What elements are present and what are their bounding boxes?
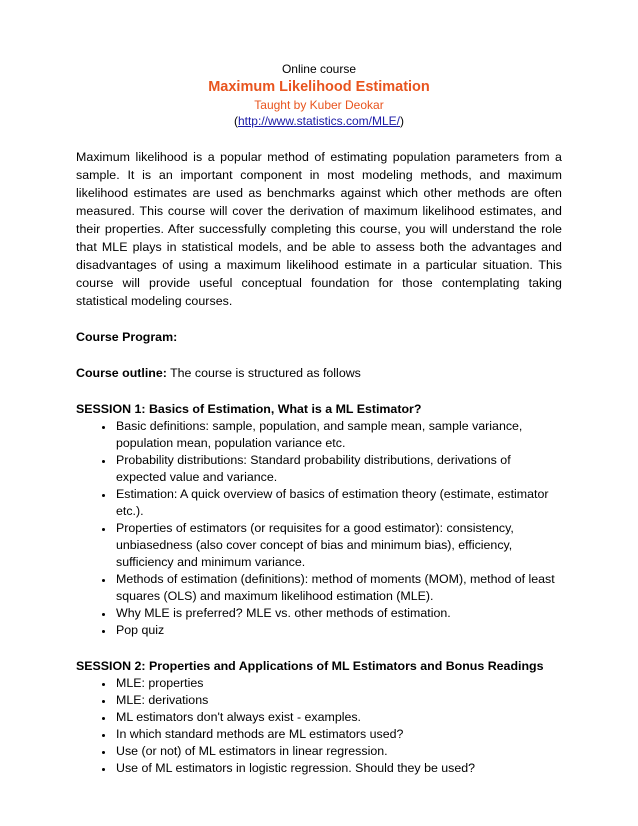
program-heading: Course Program: bbox=[76, 330, 178, 344]
session-2-list bbox=[76, 675, 562, 777]
list-item: • ML estimators don't always exist - examples. bbox=[114, 709, 562, 726]
list-item: • In which standard methods are ML estimators used? bbox=[114, 726, 562, 743]
list-item: • MLE: derivations bbox=[114, 692, 562, 709]
list-item: • Use of ML estimators in logistic regression. Should they be used? bbox=[114, 760, 562, 777]
outline-label: Course outline: bbox=[76, 366, 167, 380]
list-item: • Methods of estimation (definitions): method of moments (MOM), method of least squares (OLS) and maximum likelihood estimation (MLE). bbox=[114, 571, 562, 605]
session-heading: SESSION 1: Basics of Estimation, What is a ML Estimator? bbox=[76, 402, 422, 416]
pre-title: Online course bbox=[281, 62, 357, 76]
intro-paragraph: Maximum likelihood is a popular method of estimating population parameters from a sample. It is an important component in most modeling methods, and maximum likelihood estimates are used as benchmarks against which other methods are often measured. This course will cover the derivation of maximum likelihood estimates, and their properties. After successfully completing this course, you will understand the role that MLE plays in statistical models, and be able to assess both the advantages and disadvantages of using a maximum likelihood estimate in a particular situation. This course will provide useful conceptual foundation for those contemplating taking statistical modeling courses. bbox=[76, 150, 562, 308]
link-close-paren: ) bbox=[400, 114, 405, 128]
list-item: • Estimation: A quick overview of basics of estimation theory (estimate, estimator etc.). bbox=[114, 486, 562, 520]
document-header bbox=[76, 61, 562, 129]
outline-text: The course is structured as follows bbox=[166, 366, 361, 380]
list-item: • Pop quiz bbox=[114, 622, 562, 639]
list-item: • Properties of estimators (or requisites for a good estimator): consistency, unbiasedness (also cover concept of bias and minimum bias), efficiency, sufficiency and minimum variance. bbox=[114, 520, 562, 571]
list-item: • Probability distributions: Standard probability distributions, derivations of expected value and variance. bbox=[114, 452, 562, 486]
session-1 bbox=[76, 400, 562, 639]
list-item: • Basic definitions: sample, population, and sample mean, sample variance, population mean, population variance etc. bbox=[114, 418, 562, 452]
course-outline bbox=[76, 364, 562, 382]
list-item: • MLE: properties bbox=[114, 675, 562, 692]
list-item: • Use (or not) of ML estimators in linear regression. bbox=[114, 743, 562, 760]
session-2 bbox=[76, 657, 562, 777]
course-link-line bbox=[76, 113, 562, 129]
instructor-byline: Taught by Kuber Deokar bbox=[254, 98, 384, 112]
list-item: • Why MLE is preferred? MLE vs. other methods of estimation. bbox=[114, 605, 562, 622]
link-open-paren: ( bbox=[233, 114, 238, 128]
course-link[interactable]: http://www.statistics.com/MLE/ bbox=[237, 114, 401, 128]
course-title: Maximum Likelihood Estimation bbox=[208, 79, 430, 95]
session-1-list bbox=[76, 418, 562, 639]
session-heading: SESSION 2: Properties and Applications of ML Estimators and Bonus Readings bbox=[76, 659, 544, 673]
